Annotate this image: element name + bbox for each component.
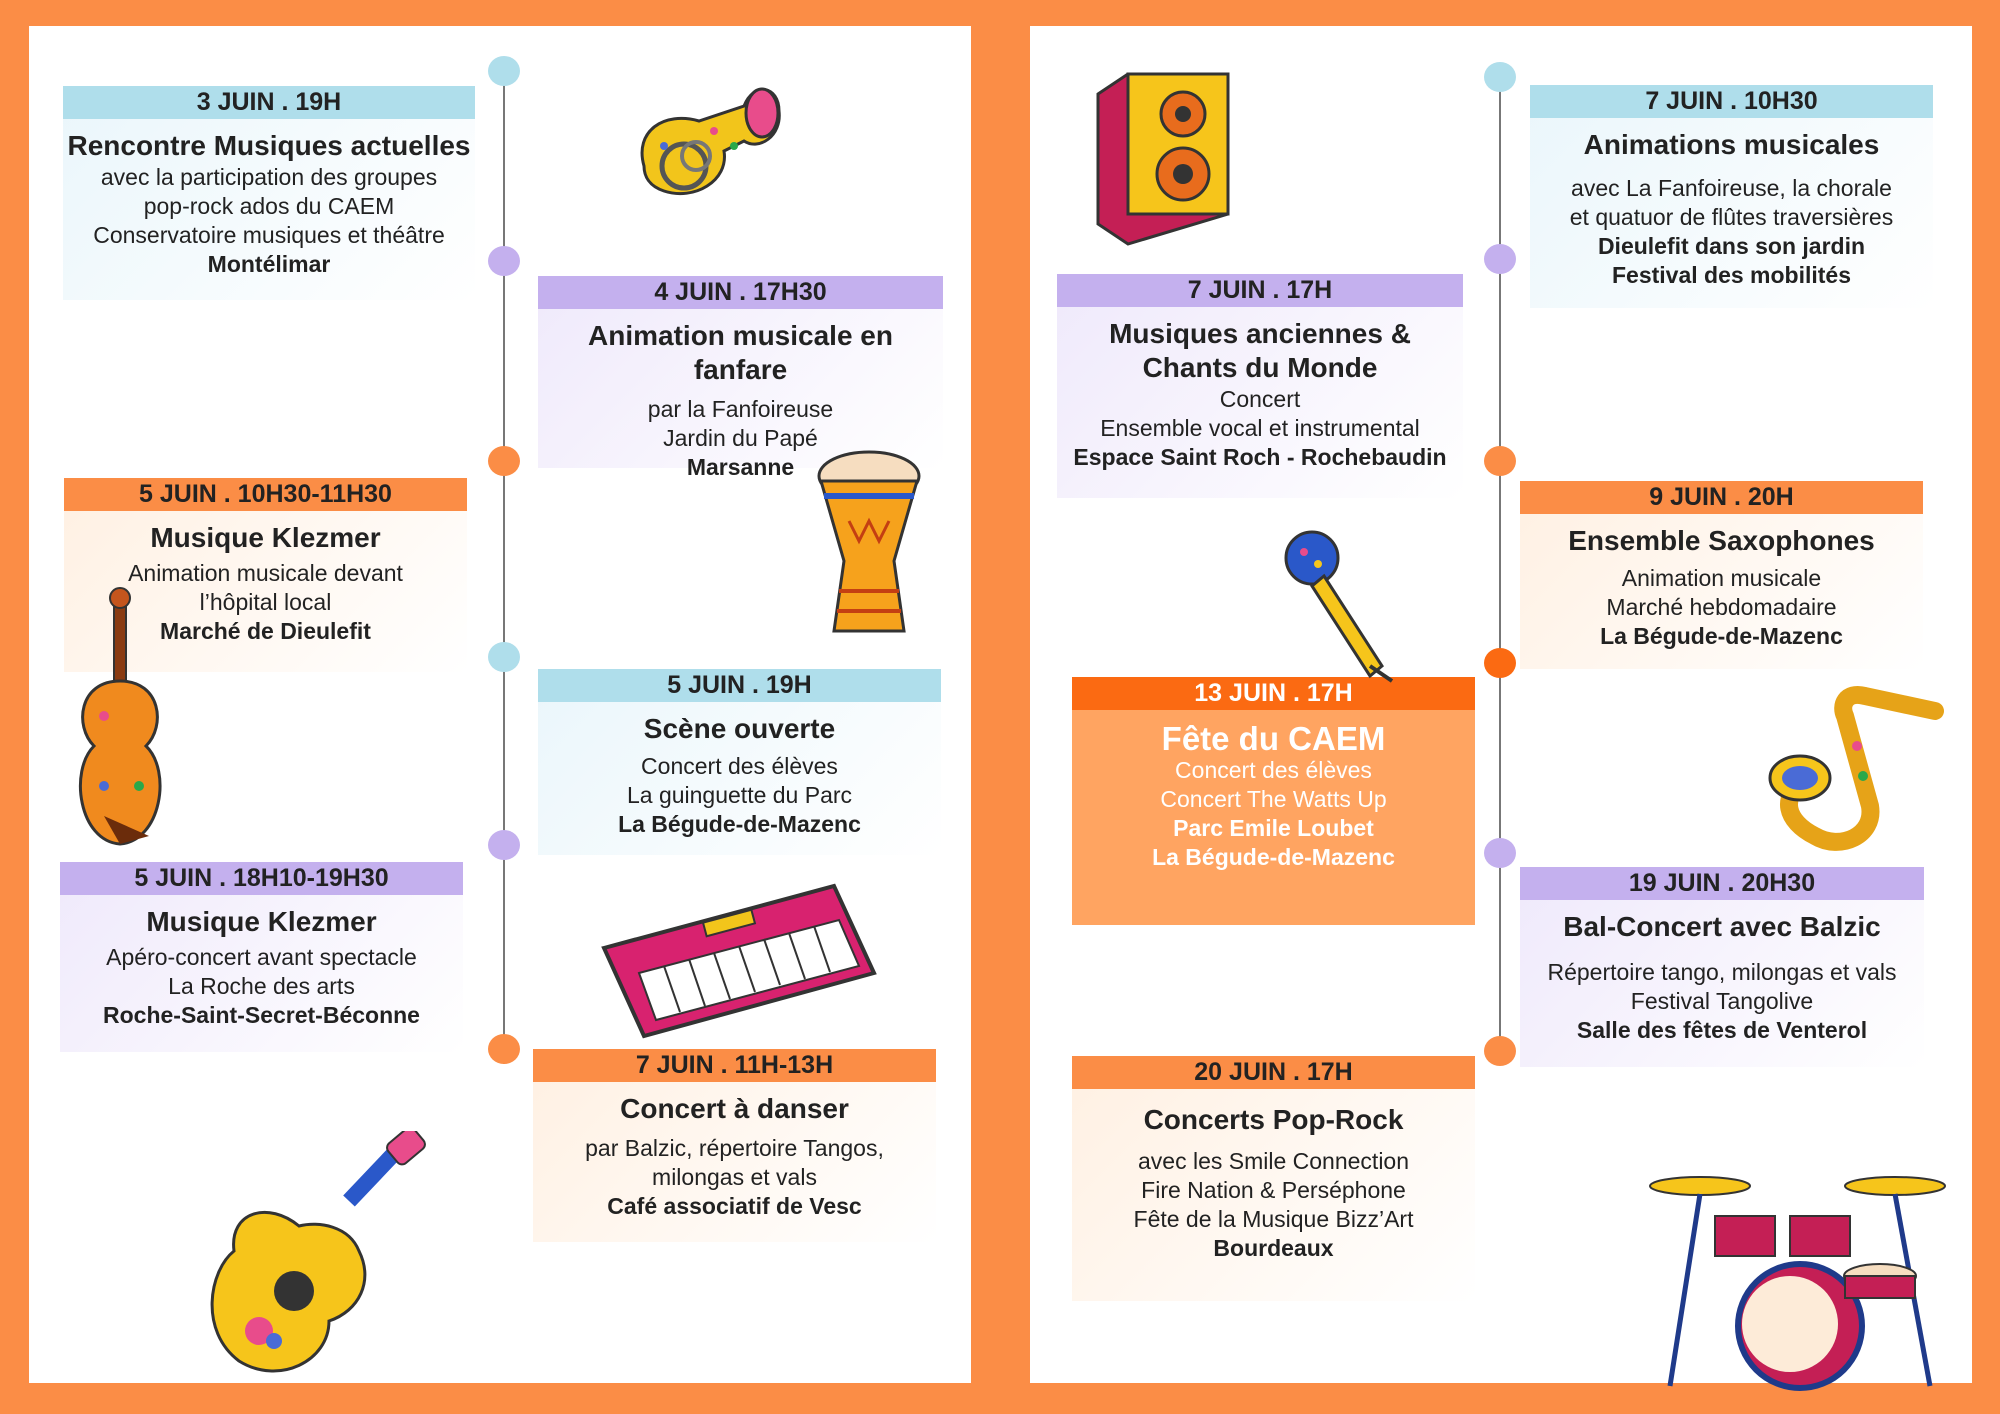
event-title: Musique Klezmer: [146, 906, 377, 937]
event-detail: et quatuor de flûtes traversières: [1569, 204, 1894, 230]
event-title: Animations musicales: [1583, 129, 1880, 160]
event-place: La Bégude-de-Mazenc: [618, 811, 861, 837]
event-title: Musiques anciennes &: [1109, 318, 1411, 349]
speaker-icon: [1088, 64, 1238, 254]
timeline-dot: [488, 446, 520, 476]
event-detail: Animation musicale devant: [128, 560, 403, 586]
event-detail: Fête de la Musique Bizz’Art: [1133, 1206, 1414, 1232]
saxophone-icon: [1745, 676, 1945, 851]
timeline-line: [503, 84, 505, 1064]
violin-icon: [64, 586, 179, 856]
event-place: Dieulefit dans son jardin: [1597, 233, 1866, 259]
event-detail: La Roche des arts: [168, 973, 355, 999]
timeline-dot: [1484, 244, 1516, 274]
event-title: Animation musicale en fanfare: [588, 320, 893, 385]
right-panel: [1030, 26, 1972, 1383]
event-place: La Bégude-de-Mazenc: [1152, 844, 1395, 870]
event-place: Café associatif de Vesc: [607, 1193, 862, 1219]
event-date: 7 JUIN . 17H: [1057, 274, 1463, 307]
event-detail: Ensemble vocal et instrumental: [1100, 415, 1420, 441]
event-detail: Marché hebdomadaire: [1606, 594, 1837, 620]
event-detail: avec La Fanfoireuse, la chorale: [1571, 175, 1892, 201]
event-place: La Bégude-de-Mazenc: [1600, 623, 1843, 649]
event-place: Marché de Dieulefit: [160, 618, 371, 644]
event-title: Musique Klezmer: [150, 522, 381, 553]
event-place: Marsanne: [686, 454, 795, 480]
drum-kit-icon: [1640, 1156, 1960, 1406]
event-card: [1072, 1056, 1475, 1301]
event-place: Roche-Saint-Secret-Béconne: [103, 1002, 420, 1028]
event-card: [60, 862, 463, 1052]
event-date: 5 JUIN . 18H10-19H30: [60, 862, 463, 895]
event-card: [533, 1049, 936, 1242]
event-place: Bourdeaux: [1213, 1235, 1334, 1261]
event-place: Festival des mobilités: [1611, 262, 1852, 288]
event-title: Rencontre Musiques actuelles: [67, 130, 471, 161]
event-date: 5 JUIN . 19H: [538, 669, 941, 702]
left-panel: [29, 26, 971, 1383]
event-detail: Concert des élèves: [641, 753, 838, 779]
timeline-dot: [488, 56, 520, 86]
event-date: 5 JUIN . 10H30-11H30: [64, 478, 467, 511]
event-date: 20 JUIN . 17H: [1072, 1056, 1475, 1089]
djembe-icon: [799, 441, 939, 651]
event-date: 3 JUIN . 19H: [63, 86, 475, 119]
event-date: 9 JUIN . 20H: [1520, 481, 1923, 514]
timeline-dot: [1484, 1036, 1516, 1066]
event-title: Fête du CAEM: [1161, 720, 1386, 757]
timeline-dot: [488, 1034, 520, 1064]
event-date: 4 JUIN . 17H30: [538, 276, 943, 309]
event-card: [1520, 867, 1924, 1067]
event-card-highlight: [1072, 677, 1475, 925]
event-detail: avec les Smile Connection: [1137, 1148, 1410, 1174]
event-card: [538, 276, 943, 480]
timeline-dot: [1484, 838, 1516, 868]
event-detail: par Balzic, répertoire Tangos,: [585, 1135, 884, 1161]
microphone-icon: [1282, 526, 1402, 686]
timeline-dot: [1484, 62, 1516, 92]
event-detail: par la Fanfoireuse: [647, 396, 834, 422]
event-detail: Répertoire tango, milongas et vals: [1547, 959, 1897, 985]
event-title: Concerts Pop-Rock: [1143, 1104, 1404, 1135]
event-title: Ensemble Saxophones: [1568, 525, 1875, 556]
event-place: Salle des fêtes de Venterol: [1576, 1017, 1868, 1043]
timeline-dot: [1484, 648, 1516, 678]
event-detail: Concert The Watts Up: [1160, 786, 1387, 812]
event-detail: Festival Tangolive: [1630, 988, 1814, 1014]
timeline-dot: [1484, 446, 1516, 476]
event-place: Parc Emile Loubet: [1173, 815, 1374, 841]
event-detail: l’hôpital local: [199, 589, 332, 615]
timeline-dot: [488, 830, 520, 860]
event-detail: La guinguette du Parc: [626, 782, 853, 808]
event-detail: Concert: [1219, 386, 1301, 412]
timeline-dot: [488, 246, 520, 276]
event-detail: Animation musicale: [1621, 565, 1822, 591]
event-place: Espace Saint Roch - Rochebaudin: [1073, 444, 1447, 470]
event-title: Scène ouverte: [643, 713, 836, 744]
event-date: 19 JUIN . 20H30: [1520, 867, 1924, 900]
guitar-icon: [199, 1131, 439, 1386]
event-detail: pop-rock ados du CAEM: [143, 193, 395, 219]
event-place: Montélimar: [207, 251, 331, 277]
tuba-icon: [604, 71, 789, 216]
event-date: 13 JUIN . 17H: [1072, 677, 1475, 710]
event-card: [1520, 481, 1923, 669]
event-detail: milongas et vals: [652, 1164, 817, 1190]
event-detail: Concert des élèves: [1175, 757, 1372, 783]
event-detail: avec la participation des groupes: [100, 164, 438, 190]
event-detail: Fire Nation & Perséphone: [1141, 1177, 1406, 1203]
event-detail: Apéro-concert avant spectacle: [106, 944, 417, 970]
event-title: Chants du Monde: [1142, 352, 1378, 383]
event-detail: Conservatoire musiques et théâtre: [93, 222, 445, 248]
timeline-dot: [488, 642, 520, 672]
timeline-line: [1499, 88, 1501, 1064]
event-card: [63, 86, 475, 300]
event-title: Concert à danser: [620, 1093, 849, 1124]
keyboard-icon: [594, 878, 884, 1043]
event-card: [1530, 85, 1933, 308]
event-title: Bal-Concert avec Balzic: [1563, 911, 1881, 942]
event-card: [538, 669, 941, 855]
event-date: 7 JUIN . 11H-13H: [533, 1049, 936, 1082]
event-card: [1057, 274, 1463, 498]
event-date: 7 JUIN . 10H30: [1530, 85, 1933, 118]
event-detail: Jardin du Papé: [663, 425, 818, 451]
